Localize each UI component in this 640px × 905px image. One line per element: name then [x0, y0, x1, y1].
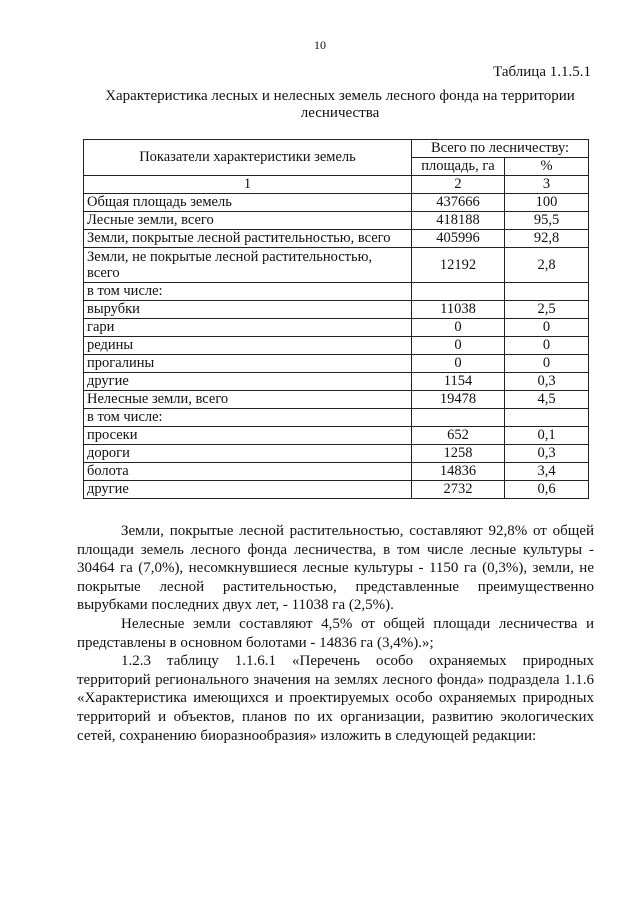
table-title-line-1: Характеристика лесных и нелесных земель лесного фонда на территории: [105, 88, 575, 104]
numbering-cell: 3: [505, 176, 589, 194]
row-area: 652: [412, 427, 505, 445]
header-group: Всего по лесничеству:: [412, 140, 589, 158]
row-percent: 0,3: [505, 373, 589, 391]
row-area: 14836: [412, 463, 505, 481]
row-percent: 95,5: [505, 212, 589, 230]
table-row: [84, 283, 589, 301]
table-title-line-2: лесничества: [300, 105, 380, 121]
row-area: 11038: [412, 301, 505, 319]
row-percent: 0: [505, 319, 589, 337]
row-percent: 0,6: [505, 481, 589, 499]
row-area: 19478: [412, 391, 505, 409]
table-row: [84, 212, 589, 230]
row-percent: 4,5: [505, 391, 589, 409]
row-percent: 100: [505, 194, 589, 212]
row-percent: 0,3: [505, 445, 589, 463]
row-area: 1258: [412, 445, 505, 463]
row-name: Нелесные земли, всего: [84, 391, 412, 409]
page-number: 10: [314, 38, 326, 52]
row-percent: 92,8: [505, 230, 589, 248]
table-row: [84, 319, 589, 337]
row-percent: 0,1: [505, 427, 589, 445]
table-row: [84, 373, 589, 391]
row-name: Лесные земли, всего: [84, 212, 412, 230]
paragraph: Земли, покрытые лесной растительностью, составляют 92,8% от общей площади земель лесного фонда лесничества, в том числе лесные культуры - 30464 га (7,0%), несомкнувшиеся лесные культуры - 1150 га (0,3%), земли, не покрытые лесной растительностью, представленные преимущественно вырубками последних двух лет, - 11038 га (2,5%).: [77, 523, 594, 614]
table-row: [84, 194, 589, 212]
row-name: болота: [84, 463, 412, 481]
row-percent: 0: [505, 355, 589, 373]
row-area: 437666: [412, 194, 505, 212]
table-row: [84, 463, 589, 481]
paragraph: Нелесные земли составляют 4,5% от общей площади лесничества и представлены в основном болотами - 14836 га (3,4%).»;: [77, 615, 594, 651]
row-area: 405996: [412, 230, 505, 248]
row-name: Земли, покрытые лесной растительностью, всего: [84, 230, 412, 248]
paragraph: 1.2.3 таблицу 1.1.6.1 «Перечень особо охраняемых природных территорий регионального значения на землях лесного фонда» подраздела 1.1.6 «Характеристика имеющихся и проектируемых особо охраняемых природных территорий и объектов, планов по их организации, развитию экологических сетей, сохранению биоразнообразия» изложить в следующей редакции:: [77, 653, 594, 744]
row-area: [412, 409, 505, 427]
table-row: [84, 230, 589, 248]
table-row: [84, 427, 589, 445]
row-name: другие: [84, 373, 412, 391]
header-area: площадь, га: [412, 158, 505, 176]
row-name: прогалины: [84, 355, 412, 373]
table-row: [84, 337, 589, 355]
table-header-row: [84, 140, 589, 158]
table-title: [90, 88, 590, 122]
row-name: редины: [84, 337, 412, 355]
row-area: [412, 283, 505, 301]
table-row: [84, 391, 589, 409]
row-name: в том числе:: [84, 409, 412, 427]
row-percent: 2,5: [505, 301, 589, 319]
row-percent: [505, 283, 589, 301]
row-area: 2732: [412, 481, 505, 499]
table-row: [84, 481, 589, 499]
table-row: [84, 301, 589, 319]
table-numbering-row: [84, 176, 589, 194]
header-percent: %: [505, 158, 589, 176]
row-name: вырубки: [84, 301, 412, 319]
row-name: просеки: [84, 427, 412, 445]
row-area: 0: [412, 319, 505, 337]
row-percent: [505, 409, 589, 427]
row-area: 12192: [412, 248, 505, 283]
land-characteristics-table: [83, 139, 589, 499]
table-row: [84, 355, 589, 373]
header-indicator: Показатели характеристики земель: [84, 140, 412, 176]
row-area: 0: [412, 355, 505, 373]
numbering-cell: 2: [412, 176, 505, 194]
row-name: дороги: [84, 445, 412, 463]
body-text: [77, 522, 594, 745]
table-label: Таблица 1.1.5.1: [493, 64, 591, 80]
row-area: 1154: [412, 373, 505, 391]
row-percent: 2,8: [505, 248, 589, 283]
numbering-cell: 1: [84, 176, 412, 194]
row-name: Общая площадь земель: [84, 194, 412, 212]
table-row: [84, 445, 589, 463]
row-percent: 3,4: [505, 463, 589, 481]
row-name: в том числе:: [84, 283, 412, 301]
row-name: другие: [84, 481, 412, 499]
row-area: 418188: [412, 212, 505, 230]
row-name: гари: [84, 319, 412, 337]
table-row: [84, 248, 589, 283]
row-percent: 0: [505, 337, 589, 355]
row-name: Земли, не покрытые лесной растительностью, всего: [84, 248, 412, 283]
table-row: [84, 409, 589, 427]
row-area: 0: [412, 337, 505, 355]
